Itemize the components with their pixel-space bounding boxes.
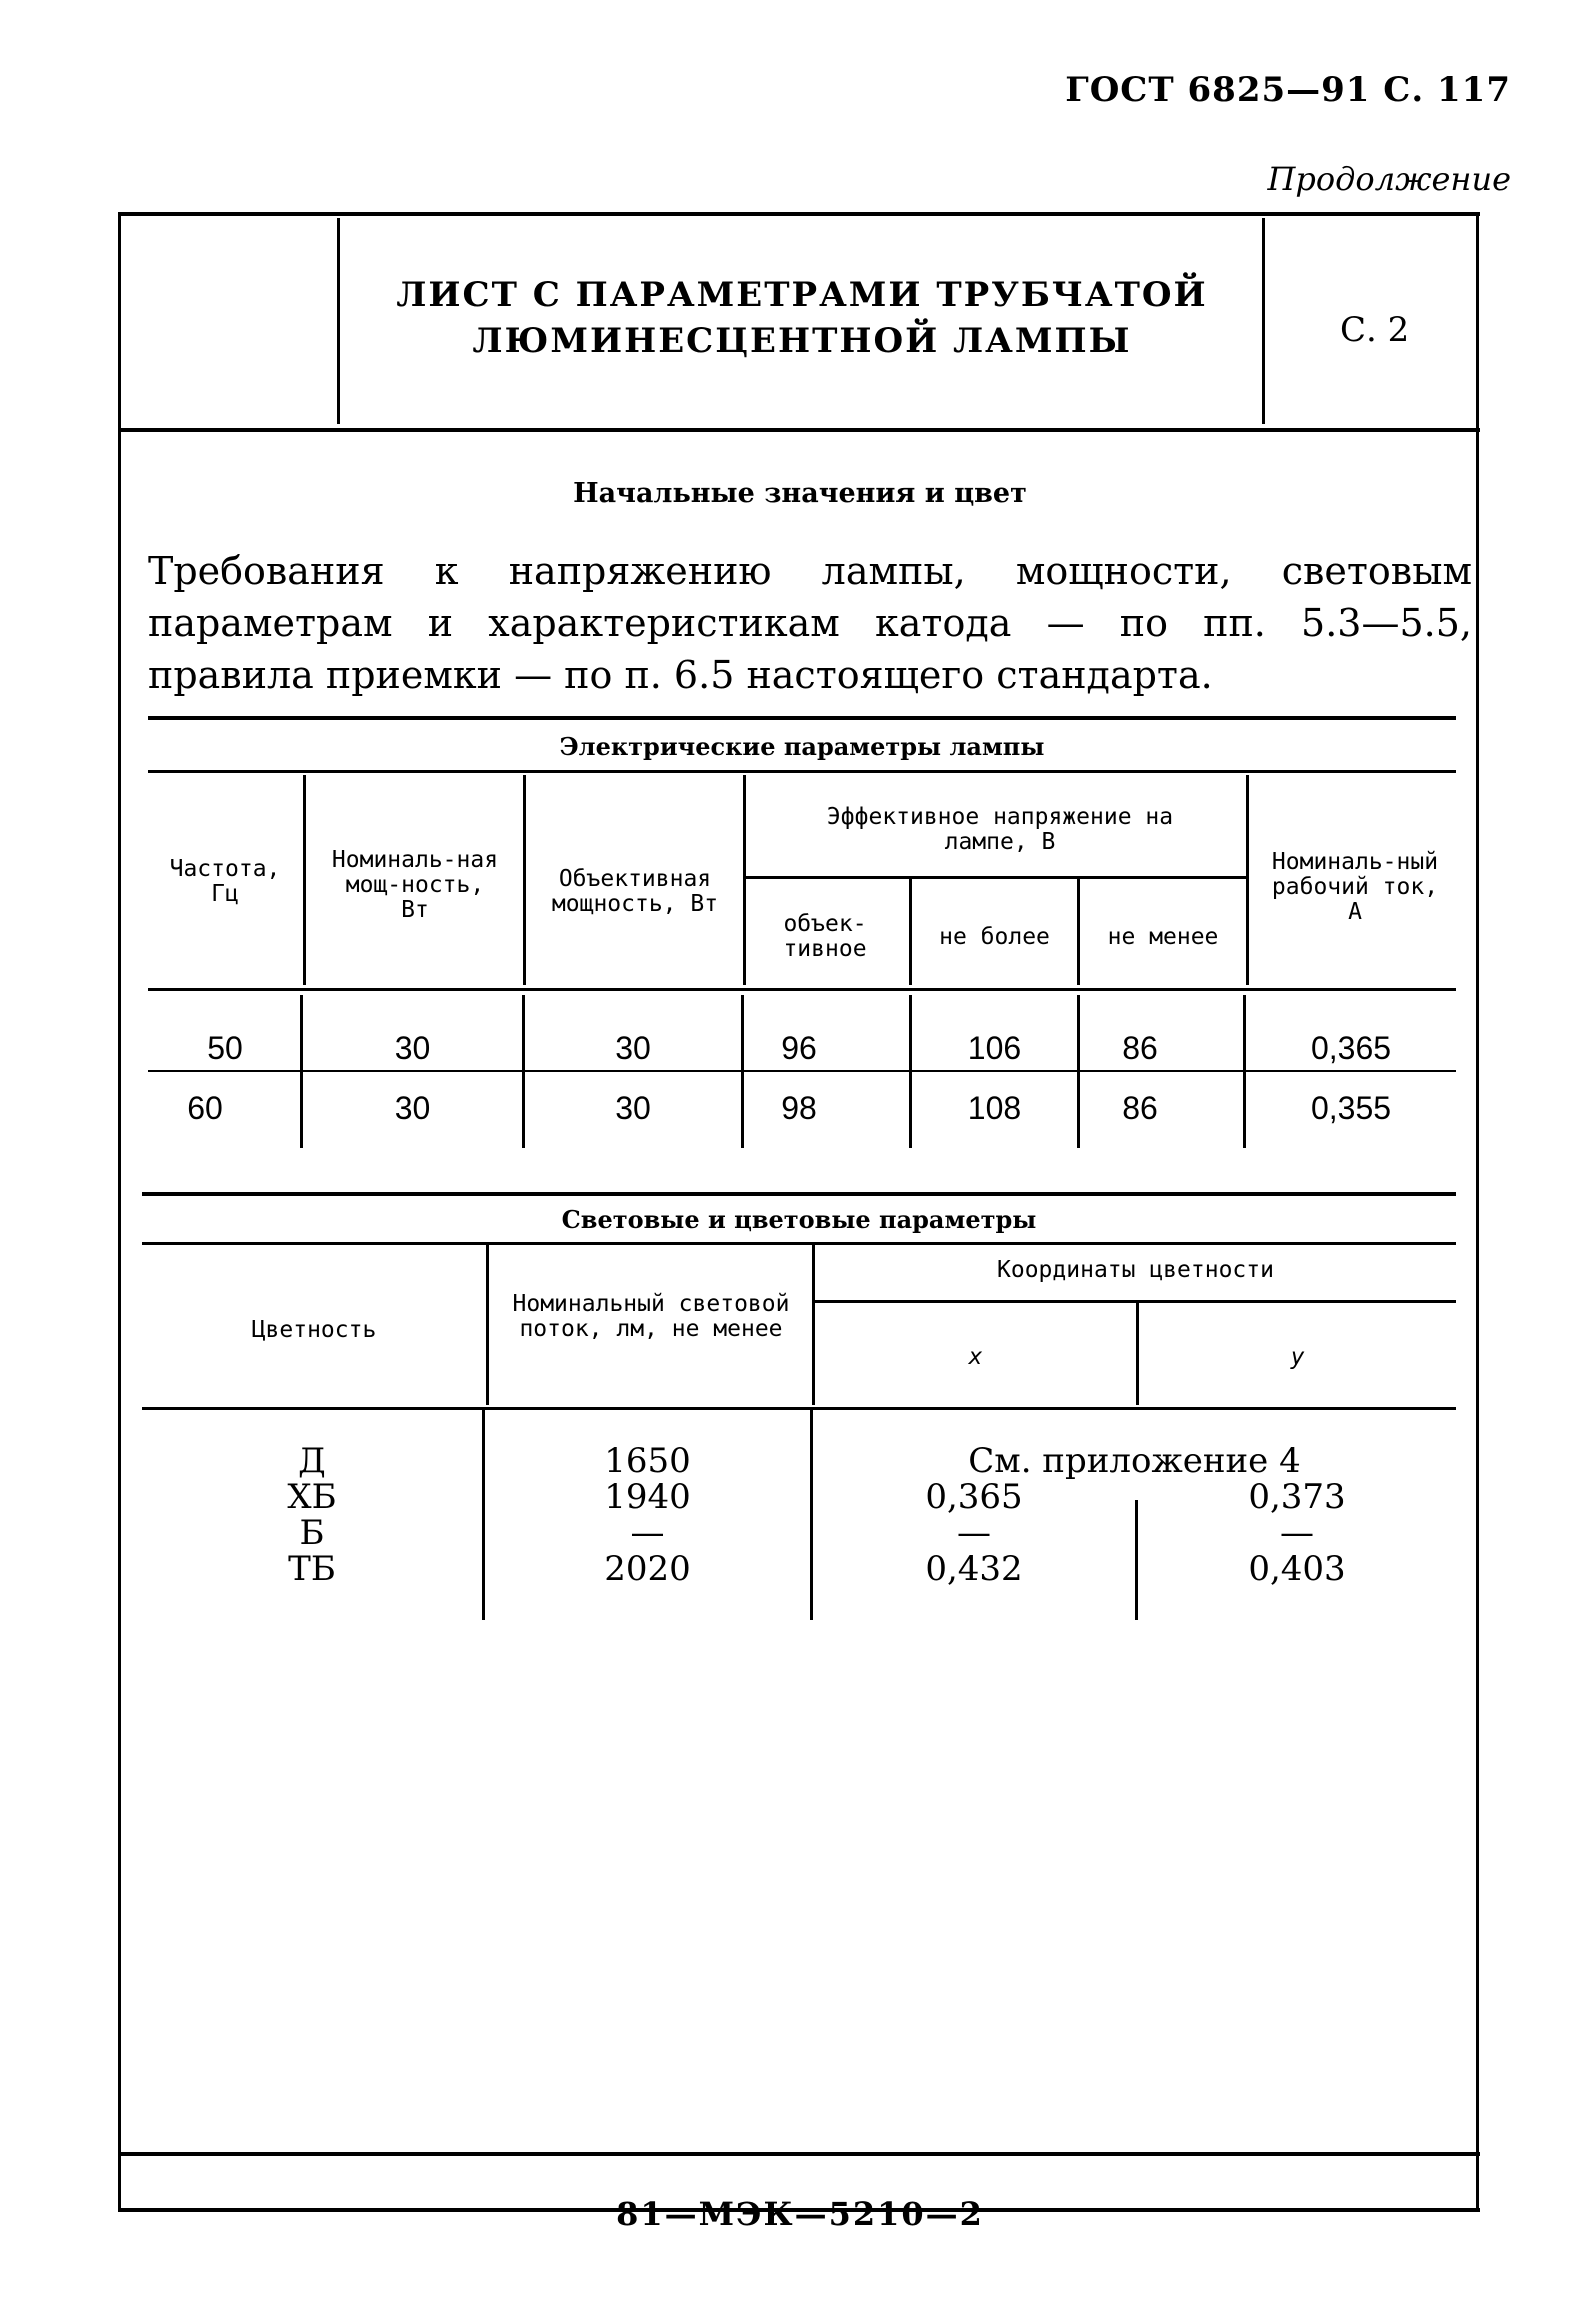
el-header-nominal-current: Номиналь-ный рабочий ток, А: [1271, 849, 1439, 925]
lt-row2-color: ХБ: [287, 1477, 337, 1517]
el-row2-frequency: 60: [187, 1090, 223, 1126]
lt-row3-x: —: [957, 1513, 991, 1553]
section-heading: Начальные значения и цвет: [573, 478, 1027, 509]
lt-row4-x: 0,432: [925, 1549, 1023, 1589]
lt-coordinates-group-rule: [815, 1300, 1456, 1303]
lt-row2-y: 0,373: [1248, 1477, 1346, 1517]
lt-row4-color: ТБ: [288, 1549, 336, 1589]
sheet-title-line1: ЛИСТ С ПАРАМЕТРАМИ ТРУБЧАТОЙ: [396, 275, 1208, 315]
el-row1-nominal-current: 0,365: [1310, 1030, 1392, 1066]
lt-header-coordinates-group: Координаты цветности: [997, 1257, 1274, 1283]
el-row1-voltage-objective: 96: [781, 1030, 817, 1066]
light-table-caption: Световые и цветовые параметры: [561, 1205, 1037, 1234]
lt-header-color: Цветность: [251, 1317, 377, 1343]
electrical-table-caption: Электрические параметры лампы: [559, 732, 1045, 761]
el-header-bottom-rule: [148, 988, 1456, 991]
el-vsep-3: [743, 775, 746, 985]
lt-row2-x: 0,365: [925, 1477, 1023, 1517]
title-divider-right: [1262, 218, 1265, 424]
lt-header-luminous-flux: Номинальный световой поток, лм, не менее: [512, 1291, 790, 1342]
el-header-voltage-group: Эффективное напряжение на лампе, В: [826, 804, 1174, 855]
el-row2-objective-power: 30: [615, 1090, 651, 1126]
el-header-objective-power: Объективная мощность, Вт: [551, 866, 719, 917]
lt-row1-appendix-note: См. приложение 4: [968, 1441, 1301, 1481]
el-row1-objective-power: 30: [615, 1030, 651, 1066]
el-row1-voltage-min: 86: [1122, 1030, 1158, 1066]
continuation-label: Продолжение: [1267, 160, 1511, 198]
document-page-header: ГОСТ 6825—91 С. 117: [1065, 70, 1511, 110]
sheet-page-number: С. 2: [1340, 310, 1410, 350]
title-block-bottom-rule: [118, 428, 1480, 432]
lt-header-bottom-rule: [142, 1407, 1456, 1410]
el-row2-voltage-min: 86: [1122, 1090, 1158, 1126]
el-vsep-6: [1246, 775, 1249, 985]
el-row1-nominal-power: 30: [394, 1030, 431, 1066]
el-vsep-1: [303, 775, 306, 985]
el-row2-voltage-objective: 98: [781, 1090, 817, 1126]
lt-color-column: [142, 1443, 482, 1587]
sheet-title: [345, 272, 1259, 364]
footer-document-code: 81—МЭК—5210—2: [616, 2195, 984, 2233]
el-header-nominal-power: Номиналь-ная мощ-ность, Вт: [331, 847, 499, 923]
el-row2-nominal-current: 0,355: [1310, 1090, 1392, 1126]
frame-right-edge: [1476, 212, 1479, 2212]
el-row2-nominal-power: 30: [394, 1090, 431, 1126]
lt-row4-flux: 2020: [604, 1549, 691, 1589]
requirements-paragraph: Требования к напряжению лампы, мощности, световым параметрам и характеристикам катода — по пп. 5.3—5.5, правила приемки — по п. 6.5 настоящего стандарта.: [148, 549, 1472, 697]
lt-header-x: x: [968, 1344, 983, 1370]
lt-row3-flux: —: [630, 1513, 665, 1553]
el-header-voltage-objective: объек-тивное: [783, 911, 867, 962]
light-table-top-rule: [142, 1192, 1456, 1196]
lt-header-y: y: [1290, 1344, 1305, 1370]
sheet-title-line2: ЛЮМИНЕСЦЕНТНОЙ ЛАМПЫ: [472, 321, 1132, 361]
el-header-voltage-min: не менее: [1107, 924, 1219, 950]
el-voltage-group-rule: [746, 876, 1246, 879]
light-caption-rule: [142, 1242, 1456, 1245]
el-row1-frequency: 50: [207, 1030, 243, 1066]
footer-top-rule: [118, 2152, 1480, 2156]
lt-row2-flux: 1940: [604, 1477, 691, 1517]
el-header-voltage-max: не более: [939, 924, 1050, 950]
el-row1-underline: [148, 1070, 1456, 1072]
frame-top-rule: [118, 212, 1480, 216]
frame-left-edge: [118, 212, 121, 2212]
lt-y-column: [1138, 1479, 1456, 1587]
el-header-frequency: Частота, Гц: [169, 856, 281, 907]
lt-x-column: [813, 1479, 1135, 1587]
electrical-table-top-rule: [148, 716, 1456, 720]
lt-row1-color: Д: [298, 1441, 326, 1481]
el-row1-voltage-max: 106: [967, 1030, 1022, 1066]
title-divider-left: [337, 218, 340, 424]
lt-row4-y: 0,403: [1248, 1549, 1346, 1589]
lt-row1-flux: 1650: [604, 1441, 691, 1481]
lt-row3-color: Б: [299, 1513, 325, 1553]
el-row2-voltage-max: 108: [967, 1090, 1022, 1126]
lt-flux-column: [485, 1443, 810, 1587]
lt-row3-y: —: [1280, 1513, 1314, 1553]
el-vsep-2: [523, 775, 526, 985]
electrical-caption-rule: [148, 770, 1456, 773]
lt-vsep-1: [486, 1245, 489, 1405]
